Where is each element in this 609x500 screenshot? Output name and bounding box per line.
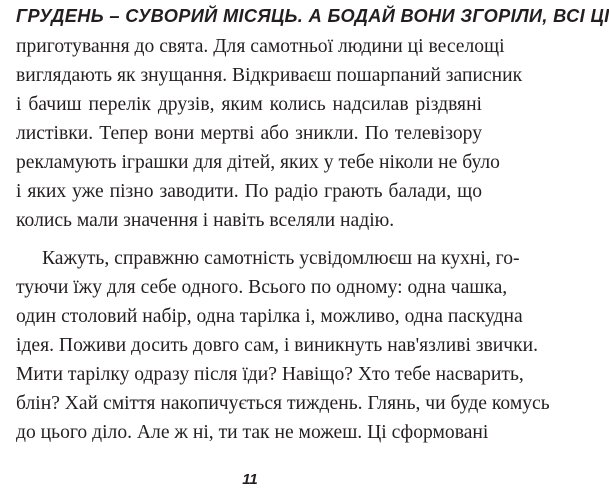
paragraph-2 <box>16 244 550 447</box>
paragraph-line: блін? Хай сміття накопичується тиждень. Глянь, чи буде комусь <box>16 393 550 414</box>
chapter-text <box>16 3 609 447</box>
paragraph-1 <box>16 32 523 235</box>
paragraph-line: і яких уже пізно заводити. По радіо грають балади, що <box>16 181 482 202</box>
paragraph-line: ідея. Поживи досить довго сам, і виникнуть нав'язливі звички. <box>16 335 539 356</box>
paragraph-line: приготування до свята. Для самотньої людини ці веселощі <box>16 36 505 57</box>
paragraph-line: рекламують іграшки для дітей, яких у тебе ніколи не було <box>16 152 500 173</box>
page-number: 11 <box>242 471 258 488</box>
paragraph-line: Кажуть, справжню самотність усвідомлюєш на кухні, го- <box>42 248 520 269</box>
paragraph-line: і бачиш перелік друзів, яким колись надсилав різдвяні <box>16 94 482 115</box>
paragraph-line: листівки. Тепер вони мертві або зникли. По телевізору <box>16 123 482 144</box>
chapter-opening-line: ГРУДЕНЬ – СУВОРИЙ МІСЯЦЬ. А БОДАЙ ВОНИ ЗГОРІЛИ, ВСІ ЦІ <box>16 6 609 26</box>
paragraph-line: виглядають як знущання. Відкриваєш пошарпаний записник <box>16 65 523 86</box>
paragraph-line: один столовий набір, одна тарілка і, можливо, одна паскудна <box>16 306 523 327</box>
paragraph-line: до цього діло. Але ж ні, ти так не можеш. Ці сформовані <box>16 422 489 443</box>
paragraph-line: колись мали значення і навіть вселяли надію. <box>16 210 395 231</box>
paragraph-line: туючи їжу для себе одного. Всього по одному: одна чашка, <box>16 277 508 298</box>
paragraph-line: Мити тарілку одразу після їди? Навіщо? Хто тебе насварить, <box>16 364 524 385</box>
